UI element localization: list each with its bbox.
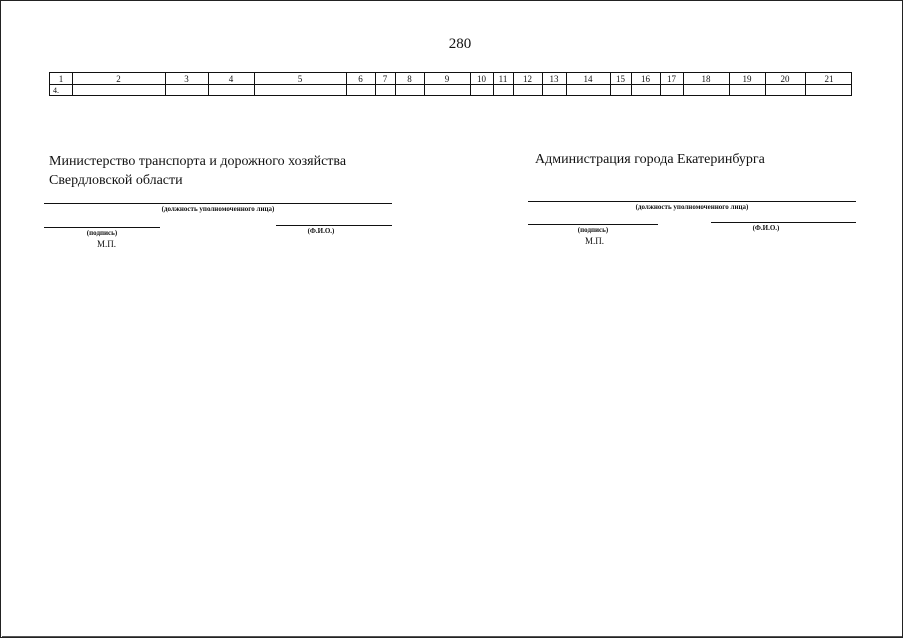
left-name-line [276, 225, 392, 226]
right-stamp-place: М.П. [585, 236, 605, 246]
table-column-number: 13 [549, 74, 559, 84]
right-organization-name [535, 150, 865, 169]
table-column-number: 12 [523, 74, 532, 84]
table-column-number: 20 [780, 74, 790, 84]
table-column-number: 6 [358, 74, 363, 84]
left-organization-line1: Министерство транспорта и дорожного хозяйства [49, 154, 347, 169]
left-position-line [44, 203, 392, 204]
table-column-number: 2 [116, 74, 121, 84]
table-column-number: 3 [184, 74, 189, 84]
table-column-number: 9 [444, 74, 450, 84]
table-column-number: 17 [667, 74, 676, 84]
table-column-number: 11 [498, 74, 508, 84]
left-signature-line [44, 227, 160, 228]
table-column-number: 1 [58, 74, 64, 84]
table-column-number: 4 [228, 74, 234, 84]
left-organization-line2: Свердловской области [49, 173, 183, 188]
right-organization-line1: Администрация города Екатеринбурга [535, 152, 765, 167]
data-table [49, 72, 852, 96]
table-column-number: 10 [477, 74, 486, 84]
right-position-line [528, 201, 856, 202]
table-row-divider [50, 84, 851, 85]
table-column-number: 16 [641, 74, 650, 84]
table-column-number: 18 [701, 74, 711, 84]
page-bottom-rule [2, 636, 902, 637]
left-position-caption: (должность уполномоченного лица) [161, 205, 275, 213]
right-signature-caption: (подпись) [577, 226, 609, 234]
table-column-number: 15 [616, 74, 625, 84]
table-column-number: 5 [297, 74, 303, 84]
left-organization-name [49, 152, 409, 190]
left-signature-caption: (подпись) [86, 229, 118, 237]
table-row-label: 4. [53, 86, 59, 95]
right-position-caption: (должность уполномоченного лица) [635, 203, 749, 211]
table-column-number: 21 [824, 74, 834, 84]
left-stamp-place: М.П. [97, 239, 117, 249]
table-column-number: 14 [583, 74, 593, 84]
right-signature-line [528, 224, 658, 225]
table-column-number: 19 [742, 74, 752, 84]
table-column-number: 8 [407, 74, 412, 84]
page-number: 280 [448, 36, 472, 52]
left-name-caption: (Ф.И.О.) [307, 227, 335, 235]
table-column-number: 7 [382, 74, 388, 84]
right-name-line [711, 222, 856, 223]
right-name-caption: (Ф.И.О.) [752, 224, 780, 232]
